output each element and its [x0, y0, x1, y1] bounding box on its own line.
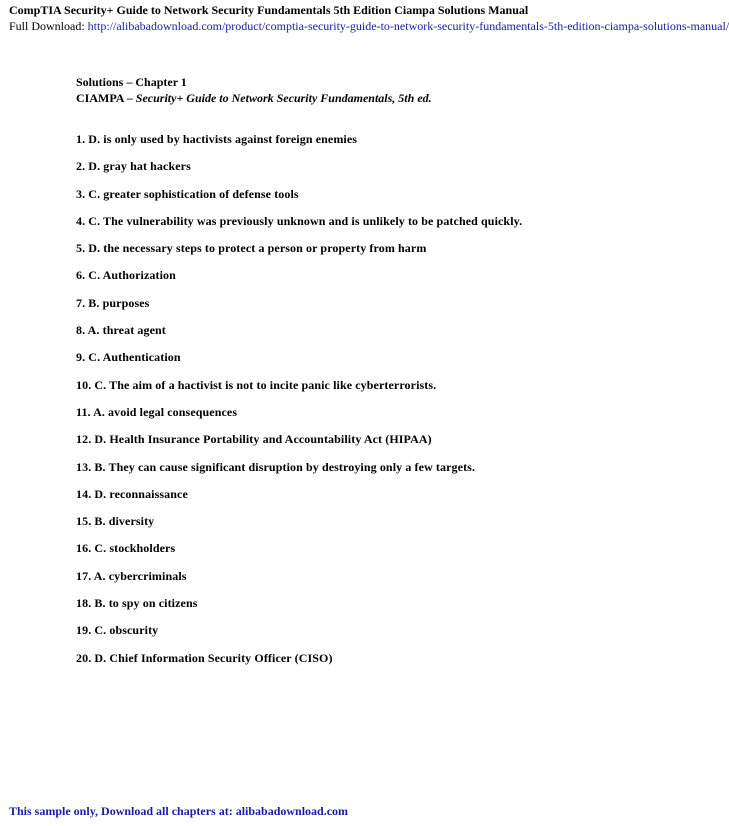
answer-item: 4. C. The vulnerability was previously unknown and is unlikely to be patched quickly.	[76, 213, 523, 228]
download-label: Full Download:	[9, 19, 85, 33]
answer-item: 13. B. They can cause significant disruption by destroying only a few targets.	[76, 459, 476, 474]
answer-item: 5. D. the necessary steps to protect a person or property from harm	[76, 241, 427, 256]
answer-item: 3. C. greater sophistication of defense tools	[76, 186, 299, 201]
answer-item: 7. B. purposes	[76, 295, 150, 310]
answer-list	[76, 131, 522, 677]
answer-item: 11. A. avoid legal consequences	[76, 404, 238, 419]
chapter-heading	[76, 74, 432, 106]
chapter-title: Solutions – Chapter 1	[76, 75, 187, 89]
answer-item: 6. C. Authorization	[76, 268, 176, 283]
answer-item: 18. B. to spy on citizens	[76, 596, 198, 611]
answer-item: 9. C. Authentication	[76, 350, 181, 365]
answer-item: 19. C. obscurity	[76, 623, 159, 638]
book-title: Security+ Guide to Network Security Fundamentals, 5th ed.	[135, 91, 432, 105]
answer-item: 17. A. cybercriminals	[76, 568, 187, 583]
download-line	[9, 18, 729, 35]
author-prefix: CIAMPA –	[76, 91, 136, 105]
answer-item: 15. B. diversity	[76, 514, 155, 529]
download-link[interactable]: http://alibabadownload.com/product/comptia-security-guide-to-network-security-fundamentals-5th-edition-ciampa-solutions-manual/	[87, 19, 729, 33]
footer-notice[interactable]: This sample only, Download all chapters at: alibabadownload.com	[9, 804, 349, 818]
answer-item: 10. C. The aim of a hactivist is not to incite panic like cyberterrorists.	[76, 377, 437, 392]
answer-item: 20. D. Chief Information Security Officer (CISO)	[76, 650, 333, 665]
answer-item: 14. D. reconnaissance	[76, 486, 188, 501]
answer-item: 16. C. stockholders	[76, 541, 176, 556]
answer-item: 12. D. Health Insurance Portability and Accountability Act (HIPAA)	[76, 432, 432, 447]
document-header	[9, 0, 729, 35]
document-title: CompTIA Security+ Guide to Network Security Fundamentals 5th Edition Ciampa Solutions Manual	[9, 3, 529, 17]
answer-item: 1. D. is only used by hactivists against foreign enemies	[76, 132, 358, 146]
answer-item: 8. A. threat agent	[76, 323, 166, 338]
book-citation	[76, 90, 432, 106]
answer-item: 2. D. gray hat hackers	[76, 159, 191, 174]
